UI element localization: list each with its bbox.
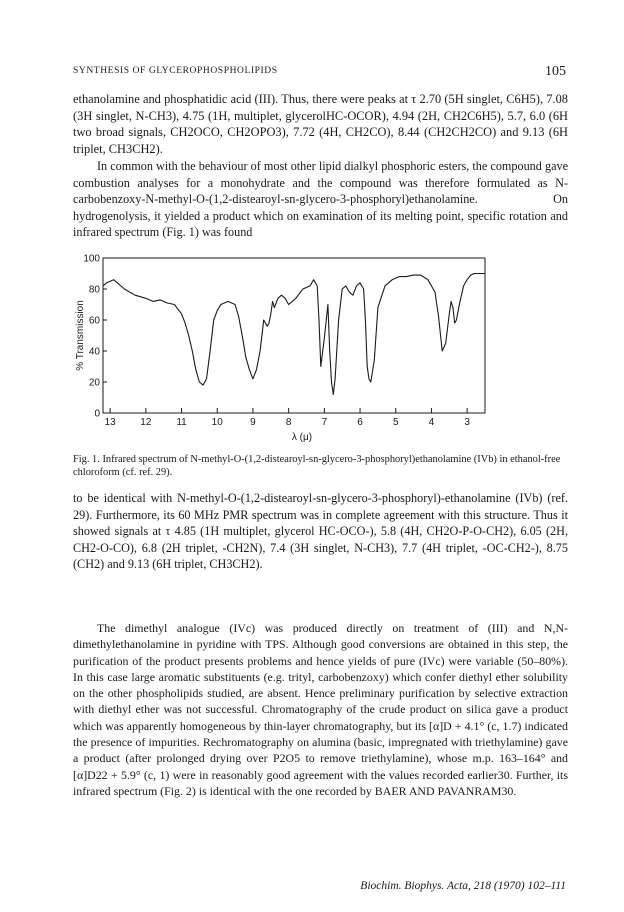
x-tick-label: 6 (357, 417, 363, 428)
x-tick-label: 11 (176, 417, 187, 428)
y-tick-label: 100 (83, 253, 100, 265)
x-axis-label: λ (μ) (291, 432, 313, 443)
x-tick-label: 13 (104, 417, 116, 428)
x-tick-label: 12 (140, 417, 152, 428)
figure-caption: Fig. 1. Infrared spectrum of N-methyl-O-(1,2-distearoyl-sn-glycero-3-phosphoryl)ethanolamine (IVb) in ethanol-free chloroform (cf. ref. 29). (73, 454, 561, 478)
y-tick-label: 20 (88, 377, 100, 389)
plot-frame-box (103, 258, 485, 413)
x-tick-label: 7 (321, 417, 328, 428)
paragraph-nmr-data: ethanolamine and phosphatidic acid (III). Thus, there were peaks at τ 2.70 (5H singlet, C6H5), 7.08 (3H singlet, N-CH3), 4.75 (1H, multiplet, glycerolHC-OCOR), 4.94 (2H, CH2C6H5), 5.7, 6.0 (6H two broad signals, CH2OCO, CH2OPO3), 7.72 (4H, CH2CO), 8.44 (CH2CH2CO) and 9.13 (6H triplet, CH3CH2). (73, 92, 568, 156)
y-tick-label: 40 (88, 346, 100, 358)
ir-spectrum-trace (103, 274, 485, 395)
journal-footer: Biochim. Biophys. Acta, 218 (1970) 102–111 (360, 880, 566, 892)
ir-spectrum-chart (73, 250, 568, 450)
y-axis-label: % Transmission (75, 300, 86, 371)
x-tick-label: 9 (250, 417, 256, 428)
y-tick-label: 60 (88, 315, 100, 327)
x-tick-label: 5 (392, 417, 399, 428)
ir-spectrum-figure (73, 250, 568, 450)
page-number: 105 (545, 64, 566, 79)
x-tick-label: 8 (285, 417, 292, 428)
paragraph-dimethyl-analogue: The dimethyl analogue (IVc) was produced directly on treatment of (III) and N,N-dimethylethanolamine in pyridine with TPS. Although good conversions are obtained in this step, the purification of the product presents problems and hence yields of pure (IVc) were variable (50–80%). In this case large aromatic substituents (e.g. trityl, carbobenzoxy) which confer diethyl ether solubility on the other phospholipids studied, are absent. Hence preliminary purification by selective extraction with diethyl ether was not successful. Chromatography of the crude product on silica gave a product which was apparently homogeneous by thin-layer chromatography, but its [α]D + 4.1° (c, 1.7) indicated the presence of impurities. Rechromatography on alumina (basic, impregnated with triethylamine) gave a product (after prolonged drying over P2O5 to remove triethylamine), whose m.p. 163–164° and [α]D22 + 5.9° (c, 1) were in reasonably good agreement with the values recorded earlier30. Further, its infrared spectrum (Fig. 2) is identical with the one recorded by BAER AND PAVANRAM30. (73, 621, 568, 798)
x-tick-label: 3 (464, 417, 470, 428)
y-tick-label: 80 (88, 284, 100, 296)
x-tick-label: 4 (428, 417, 435, 428)
y-tick-label: 0 (94, 408, 100, 420)
x-tick-label: 10 (211, 417, 223, 428)
paragraph-combustion-analysis: In common with the behaviour of most other lipid dialkyl phosphoric esters, the compound gave combustion analyses for a monohydrate and the compound was therefore formulated as N-carbobenzoxy-N-methyl-O-(1,2-distearoyl-sn-glycero-3-phosphoryl)ethanolamine. On hydrogenolysis, it yielded a product which on examination of its melting point, specific rotation and infrared spectrum (Fig. 1) was found (73, 159, 568, 239)
paragraph-identification: to be identical with N-methyl-O-(1,2-distearoyl-sn-glycero-3-phosphoryl)-ethanolamine (IVb) (ref. 29). Furthermore, its 60 MHz PMR spectrum was in complete agreement with this structure. Thus it showed signals at τ 4.85 (1H multiplet, glycerol HC-OCO-), 5.8 (4H, CH2O-P-O-CH2), 6.05 (2H, CH2-O-CO), 6.8 (2H triplet, -CH2N), 7.4 (3H singlet, N-CH3), 7.7 (4H triplet, -OC-CH2-), 8.75 (CH2) and 9.13 (6H triplet, CH3CH2). (73, 491, 568, 572)
running-title: SYNTHESIS OF GLYCEROPHOSPHOLIPIDS (73, 66, 278, 76)
page-header (73, 66, 566, 82)
